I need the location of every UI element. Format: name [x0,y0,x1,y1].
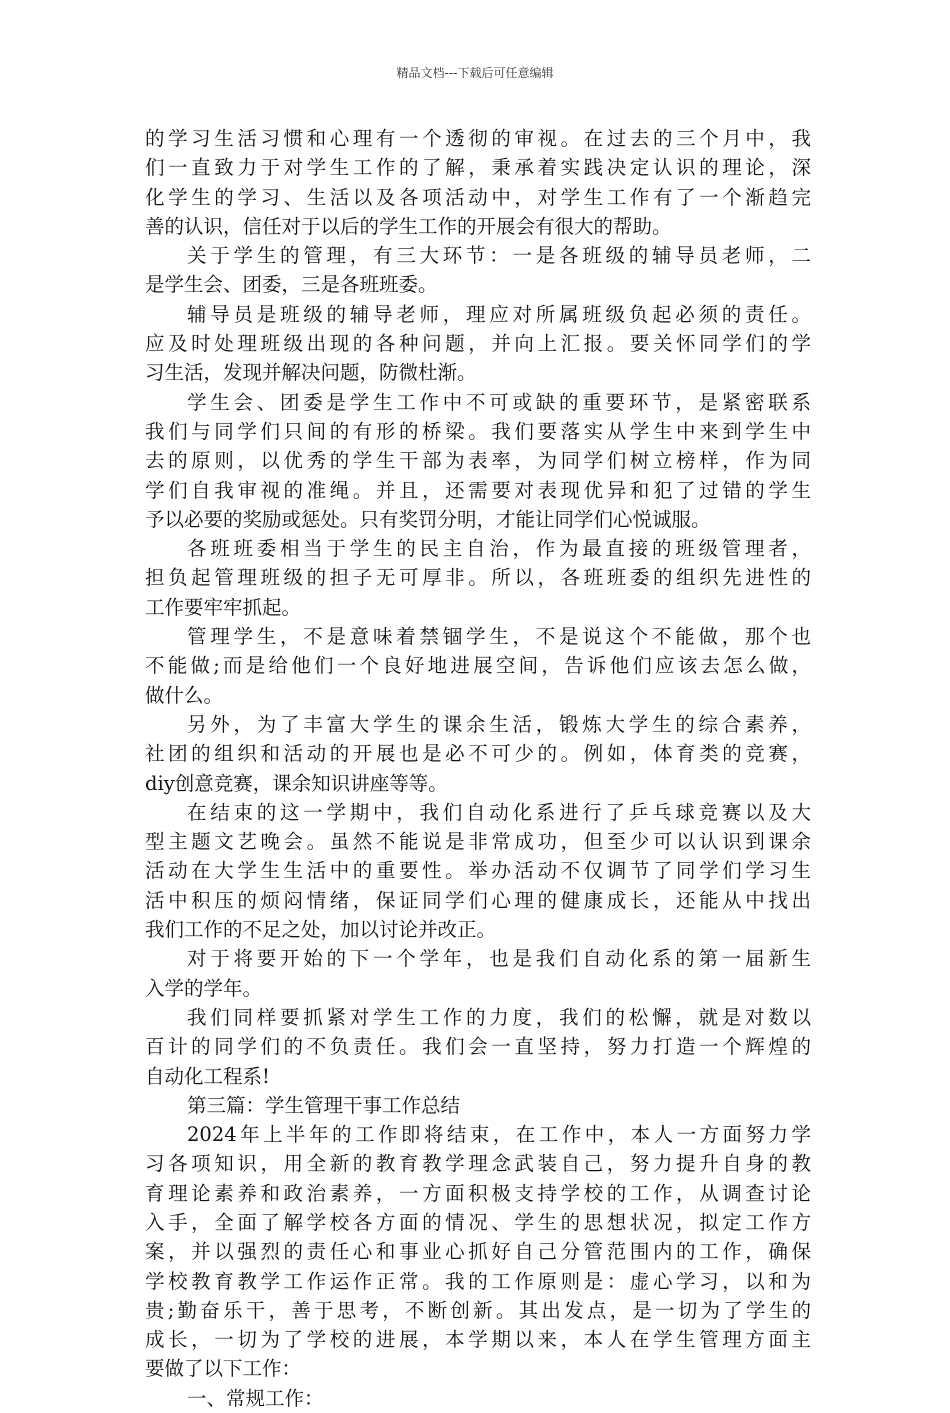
text-line: 要做了以下工作： [145,1357,302,1381]
text-line: 活动在大学生生活中的重要性。举办活动不仅调节了同学们学习生 [145,859,811,883]
text-line: 入学的学年。 [145,976,263,1000]
text-line: 的学习生活习惯和心理有一个透彻的审视。在过去的三个月中，我 [145,127,811,150]
text-line: 做什么。 [145,683,224,707]
text-line: 予以必要的奖励或惩处。只有奖罚分明，才能让同学们心悦诚服。 [145,507,711,531]
text-line: 工作要牢牢抓起。 [145,595,302,619]
text-line: 我们工作的不足之处，加以讨论并改正。 [145,918,497,942]
text-line: 习生活，发现并解决问题，防微杜渐。 [145,361,477,385]
text-line: 是学生会、团委，三是各班班委。 [145,273,438,297]
text-line: 关于学生的管理，有三大环节：一是各班级的辅导员老师，二 [187,244,811,268]
text-line: 我们同样要抓紧对学生工作的力度，我们的松懈，就是对数以 [187,1005,811,1029]
text-line: 们一直致力于对学生工作的了解，秉承着实践决定认识的理论，深 [145,156,811,180]
text-line: 社团的组织和活动的开展也是必不可少的。例如，体育类的竞赛， [145,742,811,766]
page-header: 精品文档---下载后可任意编辑 [396,66,554,80]
text-line: 2024年上半年的工作即将结束，在工作中，本人一方面努力学 [187,1123,811,1147]
text-line: 对于将要开始的下一个学年，也是我们自动化系的第一届新生 [187,947,811,971]
text-line: 第三篇：学生管理干事工作总结 [187,1093,461,1117]
text-line: 入手，全面了解学校各方面的情况、学生的思想状况，拟定工作方 [145,1210,811,1234]
text-line: 各班班委相当于学生的民主自治，作为最直接的班级管理者， [187,537,811,561]
document-body [145,124,811,1413]
text-line: 在结束的这一学期中，我们自动化系进行了乒乓球竞赛以及大 [187,800,811,824]
text-line: 一、常规工作： [187,1386,324,1410]
text-line: 应及时处理班级出现的各种问题，并向上汇报。要关怀同学们的学 [145,332,811,356]
text-line: 另外，为了丰富大学生的课余生活，锻炼大学生的综合素养， [187,712,811,736]
text-line: 百计的同学们的不负责任。我们会一直坚持，努力打造一个辉煌的 [145,1035,811,1059]
text-line: 担负起管理班级的担子无可厚非。所以，各班班委的组织先进性的 [145,566,811,590]
text-line: 贵;勤奋乐干，善于思考，不断创新。其出发点，是一切为了学生的 [145,1298,811,1322]
text-line: 学校教育教学工作运作正常。我的工作原则是：虚心学习，以和为 [145,1269,811,1293]
text-line: 活中积压的烦闷情绪，保证同学们心理的健康成长，还能从中找出 [145,888,811,912]
text-line: 去的原则，以优秀的学生干部为表率，为同学们树立榜样，作为同 [145,449,811,473]
text-line: 学们自我审视的准绳。并且，还需要对表现优异和犯了过错的学生 [145,478,811,502]
text-line: diy创意竞赛，课余知识讲座等等。 [145,771,448,795]
text-line: 型主题文艺晚会。虽然不能说是非常成功，但至少可以认识到课余 [145,830,811,854]
text-line: 案，并以强烈的责任心和事业心抓好自己分管范围内的工作，确保 [145,1240,811,1264]
text-line: 化学生的学习、生活以及各项活动中，对学生工作有了一个渐趋完 [145,185,811,209]
text-line: 习各项知识，用全新的教育教学理念武装自己，努力提升自身的教 [145,1152,811,1176]
text-line: 育理论素养和政治素养，一方面积极支持学校的工作，从调查讨论 [145,1181,811,1205]
text-line: 辅导员是班级的辅导老师，理应对所属班级负起必须的责任。 [187,302,811,326]
text-line: 不能做;而是给他们一个良好地进展空间，告诉他们应该去怎么做， [145,654,811,678]
text-line: 学生会、团委是学生工作中不可或缺的重要环节，是紧密联系 [187,390,811,414]
text-line: 善的认识，信任对于以后的学生工作的开展会有很大的帮助。 [145,214,672,238]
text-line: 我们与同学们只间的有形的桥梁。我们要落实从学生中来到学生中 [145,419,811,443]
text-line: 管理学生，不是意味着禁锢学生，不是说这个不能做，那个也 [187,625,811,649]
text-line: 自动化工程系! [145,1064,270,1088]
text-line: 成长，一切为了学校的进展，本学期以来，本人在学生管理方面主 [145,1328,811,1352]
